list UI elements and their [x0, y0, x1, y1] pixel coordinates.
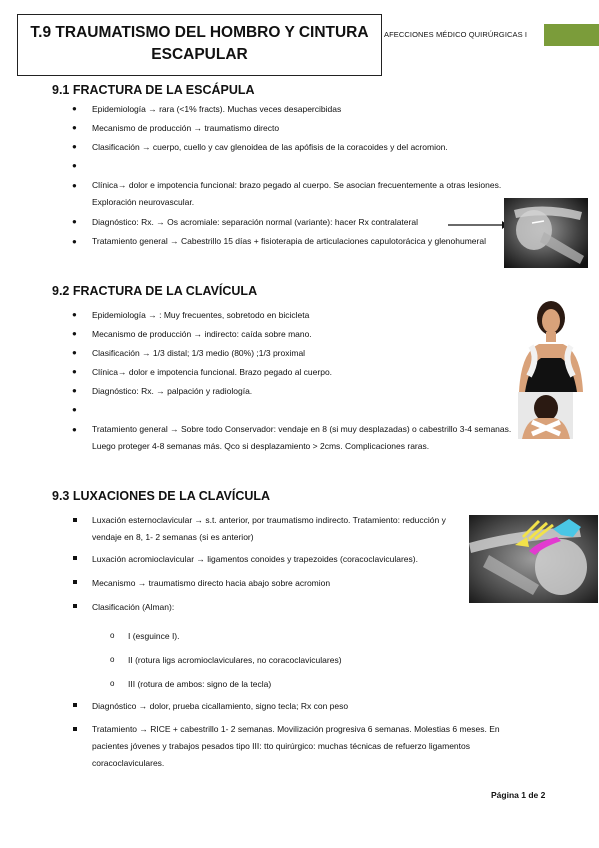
scapula-list: [72, 100, 512, 250]
section-title-scapula: 9.1 FRACTURA DE LA ESCÁPULA: [52, 83, 255, 97]
square-bullet-icon: [73, 518, 77, 522]
list-item: Clasificación (Alman):: [72, 598, 457, 616]
list-item: o I (esguince I).: [110, 631, 180, 641]
acromioclavicular-xray-image: [469, 515, 598, 603]
list-item: ● Tratamiento general → Sobre todo Conservador: vendaje en 8 (si muy desplazadas) o cabestrillo 3-4 semanas. Luego proteger 4-8 semanas más. Qco si desplazamiento > 2cms. Complicaciones raras.: [72, 421, 517, 455]
page-title: [17, 14, 382, 76]
figure-eight-bandage-photo: [515, 296, 585, 392]
list-item: ● Clasificación → cuerpo, cuello y cav glenoidea de las apófisis de la coracoides y del acromion.: [72, 138, 512, 156]
bandage-back-photo: [518, 392, 573, 439]
page-number: Página 1 de 2: [491, 790, 546, 800]
list-item: Tratamiento → RICE + cabestrillo 1- 2 semanas. Movilización progresiva 6 semanas. Molestias 6 meses. En pacientes jóvenes y trabajos pesados tipo III: tto quirúrgico: muchas técnicas de refuerzo ligamentos coracoclaviculares.: [72, 721, 532, 772]
list-item: Diagnóstico → dolor, prueba cicallamiento, signo tecla; Rx con peso: [72, 697, 532, 715]
list-item: Luxación esternoclavicular → s.t. anterior, por traumatismo indirecto. Tratamiento: reducción y vendaje en 8, 1- 2 semanas (si es anterior): [72, 512, 457, 546]
list-item: ● Mecanismo de producción → traumatismo directo: [72, 119, 512, 137]
list-item: ● Clínica→ dolor e impotencia funcional. Brazo pegado al cuerpo.: [72, 363, 517, 381]
list-item: ● Epidemiología → : Muy frecuentes, sobretodo en bicicleta: [72, 306, 517, 324]
bullet-icon: ●: [72, 425, 77, 434]
section-title-clavicle-fracture: 9.2 FRACTURA DE LA CLAVÍCULA: [52, 284, 258, 298]
bullet-icon: ●: [72, 181, 77, 190]
bullet-icon: ●: [72, 104, 77, 113]
clavicle-dislocation-list-2: [72, 697, 532, 772]
square-bullet-icon: [73, 556, 77, 560]
list-item: ● Diagnóstico: Rx. → palpación y radiología.: [72, 382, 517, 400]
bullet-icon: ●: [72, 142, 77, 151]
arrow-icon: [448, 218, 508, 230]
bullet-icon: ●: [72, 217, 77, 226]
list-item: ● Epidemiología → rara (<1% fracts). Muchas veces desapercibidas: [72, 100, 512, 118]
clavicle-dislocation-list: [72, 512, 457, 616]
page-title-line1: T.9 TRAUMATISMO DEL HOMBRO Y CINTURA: [30, 24, 369, 41]
bullet-icon: ●: [72, 310, 77, 319]
bullet-icon: ●: [72, 367, 77, 376]
circle-bullet-icon: o: [110, 631, 115, 640]
section-title-clavicle-dislocation: 9.3 LUXACIONES DE LA CLAVÍCULA: [52, 489, 271, 503]
list-item: Mecanismo → traumatismo directo hacia abajo sobre acromion: [72, 574, 457, 592]
bullet-icon: ●: [72, 329, 77, 338]
bullet-icon: ●: [72, 386, 77, 395]
alman-classification-list: [110, 629, 470, 701]
list-item: ● Diagnóstico: Rx. → Os acromiale: separación normal (variante): hacer Rx contralateral: [72, 213, 512, 231]
list-item: ● Mecanismo de producción → indirecto: caída sobre mano.: [72, 325, 517, 343]
square-bullet-icon: [73, 580, 77, 584]
list-item: o III (rotura de ambos: signo de la tecla): [110, 679, 272, 689]
bullet-icon: ●: [72, 123, 77, 132]
bullet-icon: ●: [72, 348, 77, 357]
list-item: [72, 157, 512, 175]
bullet-icon: ●: [72, 405, 77, 414]
square-bullet-icon: [73, 703, 77, 707]
subject-label: AFECCIONES MÉDICO QUIRÚRGICAS I: [384, 30, 528, 39]
square-bullet-icon: [73, 727, 77, 731]
clavicle-fracture-list: [72, 306, 517, 455]
page-title-line2: ESCAPULAR: [151, 46, 248, 63]
bullet-icon: ●: [72, 237, 77, 246]
list-item: Luxación acromioclavicular → ligamentos conoides y trapezoides (coracoclaviculares).: [72, 550, 472, 568]
bullet-icon: ●: [72, 161, 77, 170]
list-item: o II (rotura ligs acromioclaviculares, no coracoclaviculares): [110, 655, 342, 665]
square-bullet-icon: [73, 604, 77, 608]
list-item: ● Clínica→ dolor e impotencia funcional: brazo pegado al cuerpo. Se asocian frecuentemente a otras lesiones. Exploración neurovascular.: [72, 177, 512, 211]
accent-block: [544, 24, 599, 46]
list-item: ● Clasificación → 1/3 distal; 1/3 medio (80%) ;1/3 proximal: [72, 344, 517, 362]
circle-bullet-icon: o: [110, 679, 115, 688]
scapula-xray-image: [504, 198, 588, 268]
list-item: [72, 401, 517, 419]
list-item: ● Tratamiento general → Cabestrillo 15 días + fisioterapia de articulaciones capulotorácica y glenohumeral: [72, 233, 492, 250]
circle-bullet-icon: o: [110, 655, 115, 664]
